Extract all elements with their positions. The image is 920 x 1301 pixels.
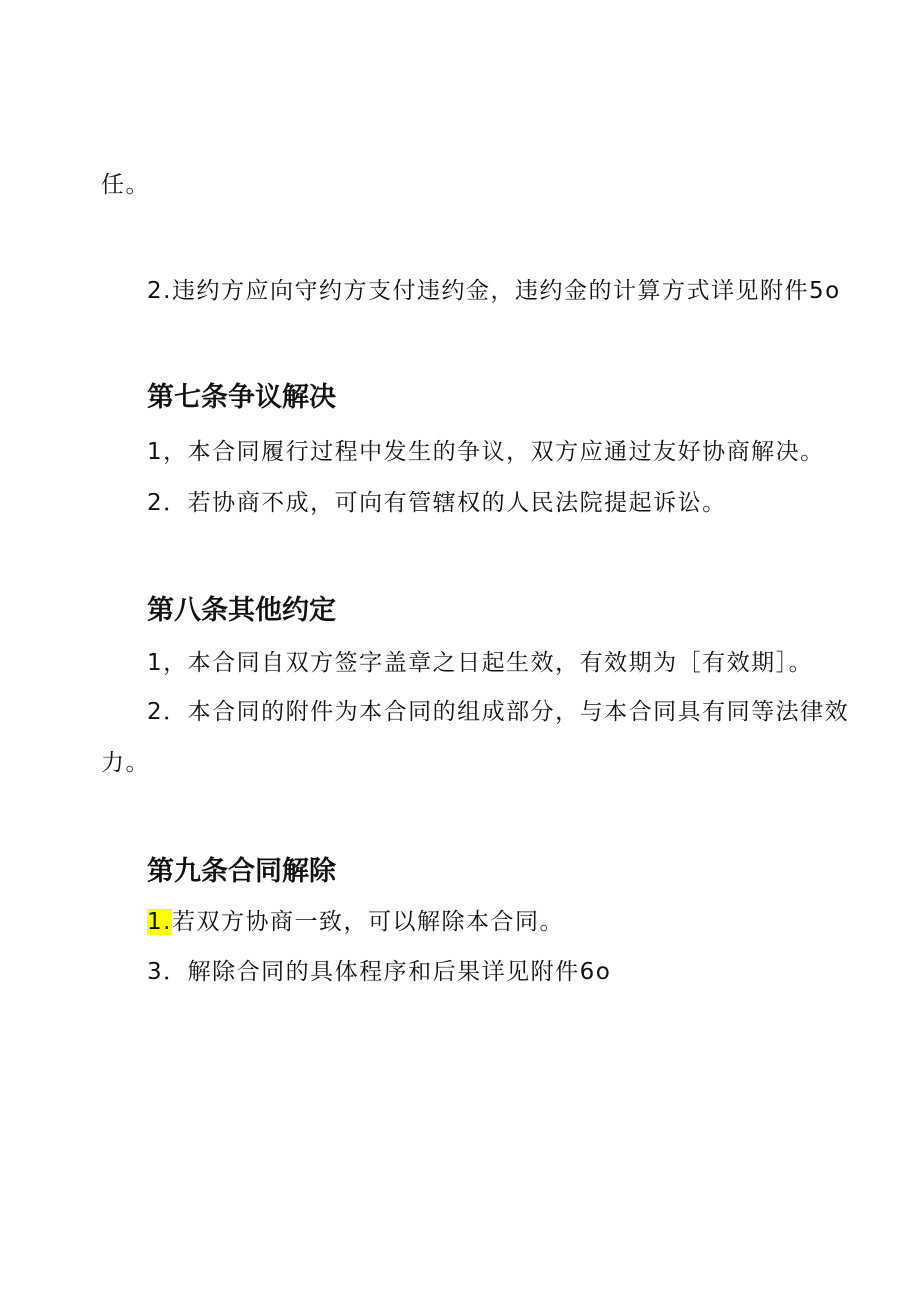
article-7-item-2: 2．若协商不成，可向有管辖权的人民法院提起诉讼。 <box>147 490 727 516</box>
article-7-item-1: 1，本合同履行过程中发生的争议，双方应通过友好协商解决。 <box>147 439 825 465</box>
article-9-item-1 <box>147 907 564 937</box>
paragraph-continuation: 任。 <box>101 172 150 198</box>
article-9-item-1-text: 若双方协商一致，可以解除本合同。 <box>171 909 564 935</box>
article-9-item-2: 3．解除合同的具体程序和后果详见附件6o <box>147 959 612 985</box>
paragraph-liquidated-damages: 2.违约方应向守约方支付违约金，违约金的计算方式详见附件5o <box>147 278 841 304</box>
article-8-item-2: 2．本合同的附件为本合同的组成部分，与本合同具有同等法律效 <box>147 699 850 725</box>
highlighted-item-number: 1. <box>147 909 172 935</box>
article-8-item-2-continuation: 力。 <box>101 750 150 776</box>
article-8-item-1: 1，本合同自双方签字盖章之日起生效，有效期为［有效期］。 <box>147 650 814 676</box>
section-heading-article-8: 第八条其他约定 <box>147 595 336 626</box>
section-heading-article-7: 第七条争议解决 <box>147 382 336 413</box>
section-heading-article-9: 第九条合同解除 <box>147 856 336 887</box>
